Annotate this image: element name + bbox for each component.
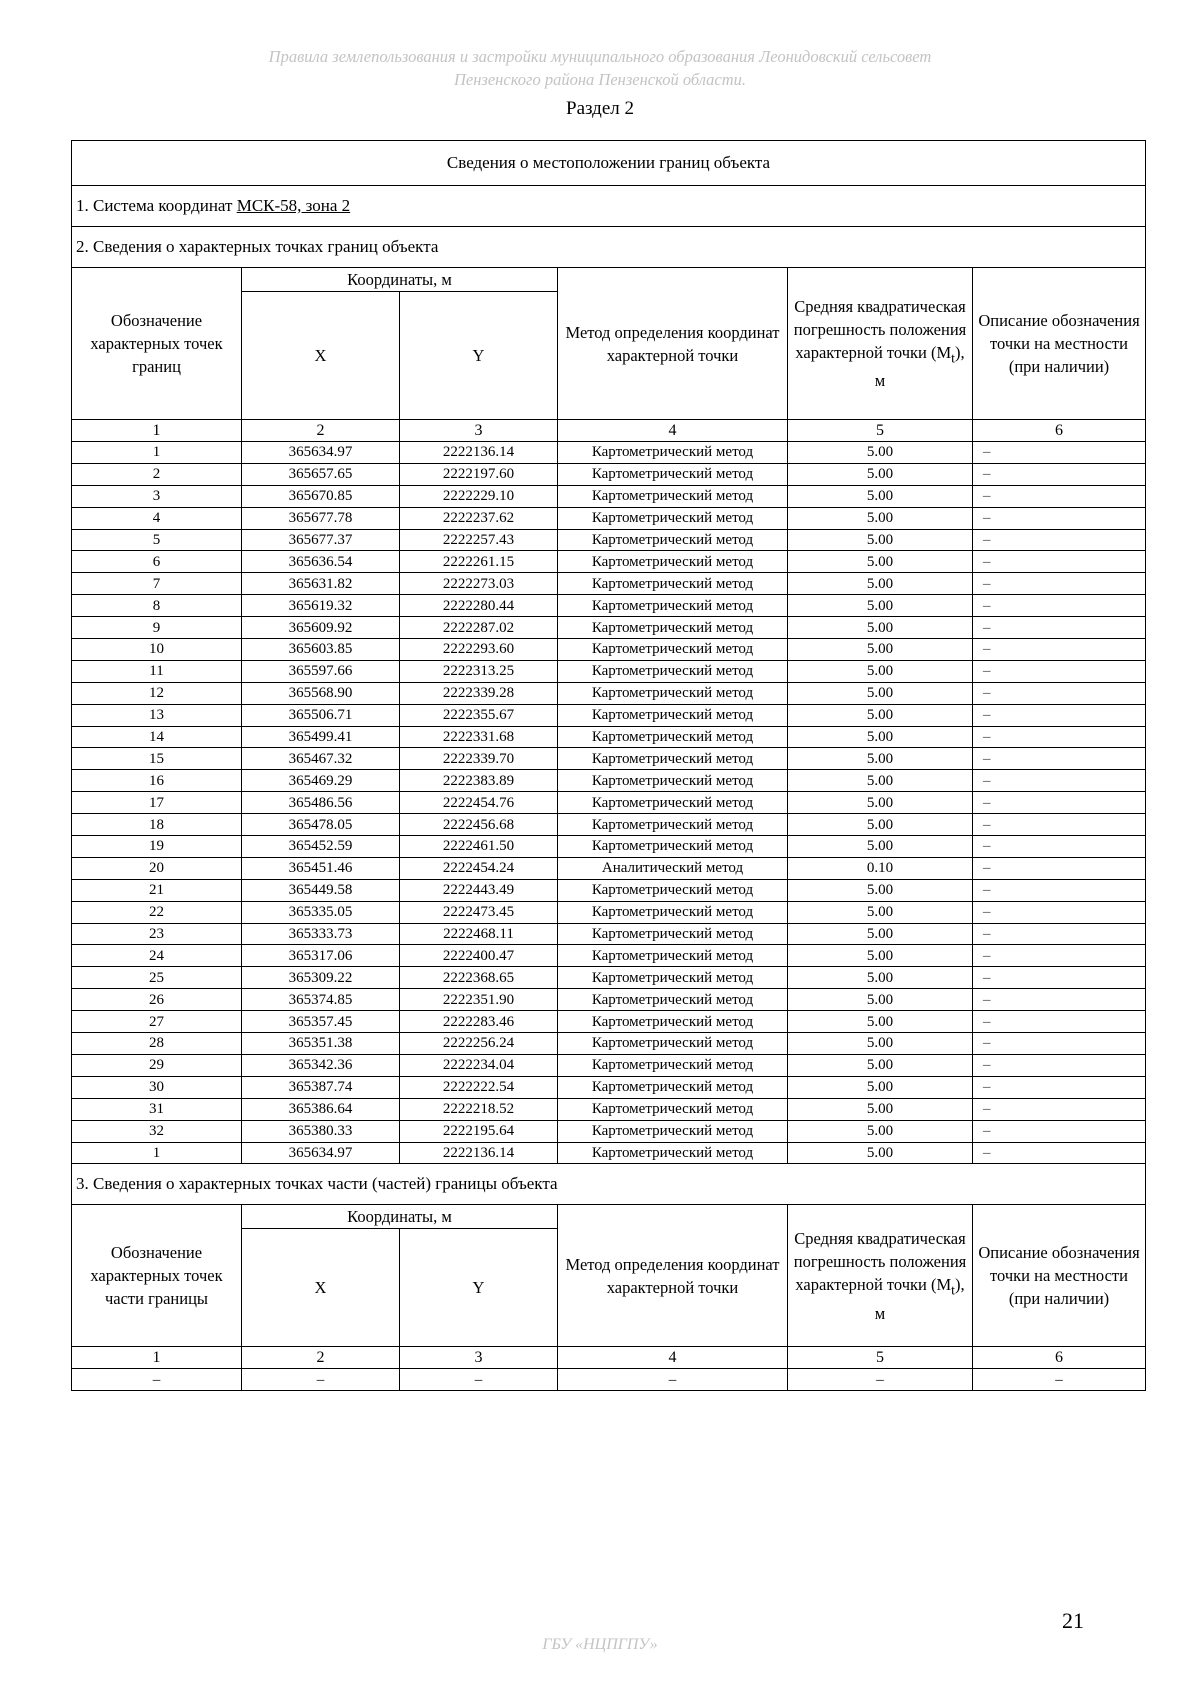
header-y: Y [400,292,558,420]
column-number-row [72,1347,1146,1369]
method-cell: Картометрический метод [558,463,788,485]
header-description: Описание обозначения точки на местности (при наличии) [973,1205,1146,1347]
coordinate-x-cell: 365634.97 [242,442,400,464]
rms-error-cell: 5.00 [788,726,973,748]
method-cell: Картометрический метод [558,442,788,464]
method-cell: Картометрический метод [558,704,788,726]
description-cell: – [973,682,1146,704]
point-number-cell: 10 [72,639,242,661]
coordinate-y-cell: 2222313.25 [400,660,558,682]
point-number-cell: 24 [72,945,242,967]
table-row [72,879,1146,901]
column-number: 6 [973,420,1146,442]
table-row [72,704,1146,726]
coordinate-y-cell: 2222257.43 [400,529,558,551]
header-point-designation-part: Обозначение характерных точек части границы [72,1205,242,1347]
point-number-cell: 17 [72,792,242,814]
coordinate-x-cell: 365333.73 [242,923,400,945]
table-row [72,573,1146,595]
point-number-cell: 29 [72,1054,242,1076]
coordinate-y-cell: 2222454.24 [400,857,558,879]
rms-error-cell: 5.00 [788,1142,973,1164]
coordinate-y-cell: 2222237.62 [400,507,558,529]
description-cell: – [973,485,1146,507]
coordinate-y-cell: 2222283.46 [400,1011,558,1033]
method-cell: Картометрический метод [558,923,788,945]
point-number-cell: 32 [72,1120,242,1142]
coordinate-y-cell: 2222261.15 [400,551,558,573]
coordinate-x-cell: 365568.90 [242,682,400,704]
point-number-cell: 18 [72,814,242,836]
table-row [72,682,1146,704]
coordinate-x-cell: 365677.78 [242,507,400,529]
point-number-cell: 26 [72,989,242,1011]
method-cell: Картометрический метод [558,879,788,901]
rms-error-cell: 5.00 [788,1120,973,1142]
coordinate-x-cell: 365335.05 [242,901,400,923]
table-row [72,507,1146,529]
method-cell: Картометрический метод [558,967,788,989]
coordinate-y-cell: 2222355.67 [400,704,558,726]
description-cell: – [973,857,1146,879]
rms-error-cell: 5.00 [788,1011,973,1033]
coordinate-x-cell: 365469.29 [242,770,400,792]
coordinate-x-cell: 365478.05 [242,814,400,836]
method-cell: Картометрический метод [558,814,788,836]
table-row [72,901,1146,923]
table-row [72,529,1146,551]
rms-error-cell: 5.00 [788,945,973,967]
method-cell: Картометрический метод [558,639,788,661]
table-row [72,1011,1146,1033]
coordinate-y-cell: 2222368.65 [400,967,558,989]
header-error-text: Средняя квадратическая погрешность положения характерной точки (M [793,1229,967,1295]
rms-error-cell: 5.00 [788,770,973,792]
point-number-cell: – [72,1369,242,1391]
table-row [72,617,1146,639]
table-row [72,463,1146,485]
table-title: Сведения о местоположении границ объекта [72,141,1146,186]
table-row [72,1369,1146,1391]
method-cell: Картометрический метод [558,945,788,967]
coordinate-x-cell: 365657.65 [242,463,400,485]
rms-error-cell: 5.00 [788,1098,973,1120]
footer-organization: ГБУ «НЦПГПУ» [542,1636,658,1653]
coordinate-x-cell: – [242,1369,400,1391]
point-number-cell: 22 [72,901,242,923]
description-cell: – [973,507,1146,529]
point-number-cell: 14 [72,726,242,748]
description-cell: – [973,748,1146,770]
header-error-text: Средняя квадратическая погрешность положения характерной точки (M [793,296,967,362]
method-cell: Картометрический метод [558,792,788,814]
rms-error-cell: 5.00 [788,989,973,1011]
header-error-sub: t [951,350,955,366]
method-cell: Картометрический метод [558,573,788,595]
rms-error-cell: 5.00 [788,442,973,464]
column-number: 5 [788,420,973,442]
coordinate-x-cell: 365351.38 [242,1033,400,1055]
description-cell: – [973,901,1146,923]
description-cell: – [973,836,1146,858]
description-cell: – [973,967,1146,989]
coordinate-y-cell: 2222195.64 [400,1120,558,1142]
method-cell: Картометрический метод [558,1011,788,1033]
coordinate-x-cell: 365342.36 [242,1054,400,1076]
table-row [72,814,1146,836]
section-3-title: 3. Сведения о характерных точках части (частей) границы объекта [72,1164,1146,1205]
table-row [72,967,1146,989]
table-row [72,551,1146,573]
table-row [72,639,1146,661]
table-row [72,1054,1146,1076]
rms-error-cell: 0.10 [788,857,973,879]
rms-error-cell: 5.00 [788,967,973,989]
table-row [72,792,1146,814]
coordinate-x-cell: 365380.33 [242,1120,400,1142]
table-row [72,748,1146,770]
method-cell: Картометрический метод [558,770,788,792]
coordinate-x-cell: 365636.54 [242,551,400,573]
point-number-cell: 30 [72,1076,242,1098]
table-row [72,1142,1146,1164]
rms-error-cell: 5.00 [788,595,973,617]
point-number-cell: 3 [72,485,242,507]
page-number: 21 [1062,1608,1084,1633]
section-title: Раздел 2 [566,98,634,119]
rms-error-cell: 5.00 [788,573,973,595]
point-number-cell: 27 [72,1011,242,1033]
description-cell: – [973,551,1146,573]
method-cell: Картометрический метод [558,551,788,573]
boundary-points-table [71,140,1146,1391]
column-number: 4 [558,1347,788,1369]
method-cell: Картометрический метод [558,660,788,682]
method-cell: Картометрический метод [558,507,788,529]
coordinate-x-cell: 365597.66 [242,660,400,682]
rms-error-cell: 5.00 [788,551,973,573]
description-cell: – [973,595,1146,617]
coordinate-x-cell: 365631.82 [242,573,400,595]
point-number-cell: 19 [72,836,242,858]
header-error [788,268,973,420]
coordinate-y-cell: 2222473.45 [400,901,558,923]
coordinate-x-cell: 365449.58 [242,879,400,901]
coordinate-y-cell: 2222454.76 [400,792,558,814]
column-number-row [72,420,1146,442]
method-cell: Картометрический метод [558,485,788,507]
table-row [72,836,1146,858]
table-row [72,857,1146,879]
coordinate-system-label: 1. Система координат [76,196,237,215]
header-x: X [242,292,400,420]
method-cell: Картометрический метод [558,989,788,1011]
description-cell: – [973,945,1146,967]
coordinate-y-cell: 2222234.04 [400,1054,558,1076]
point-number-cell: 1 [72,1142,242,1164]
coordinate-x-cell: 365506.71 [242,704,400,726]
point-number-cell: 13 [72,704,242,726]
point-number-cell: 4 [72,507,242,529]
coordinate-y-cell: 2222443.49 [400,879,558,901]
description-cell: – [973,726,1146,748]
point-number-cell: 21 [72,879,242,901]
column-number: 2 [242,420,400,442]
description-cell: – [973,639,1146,661]
coordinate-x-cell: 365677.37 [242,529,400,551]
rms-error-cell: 5.00 [788,660,973,682]
point-number-cell: 28 [72,1033,242,1055]
rms-error-cell: 5.00 [788,507,973,529]
rms-error-cell: 5.00 [788,682,973,704]
method-cell: Картометрический метод [558,1076,788,1098]
coordinate-x-cell: 365499.41 [242,726,400,748]
header-error [788,1205,973,1347]
column-number: 6 [973,1347,1146,1369]
point-number-cell: 20 [72,857,242,879]
method-cell: Картометрический метод [558,529,788,551]
table-row [72,945,1146,967]
coordinate-x-cell: 365374.85 [242,989,400,1011]
description-cell: – [973,989,1146,1011]
coordinate-x-cell: 365309.22 [242,967,400,989]
coordinate-x-cell: 365603.85 [242,639,400,661]
coordinate-y-cell: 2222339.28 [400,682,558,704]
coordinate-y-cell: 2222287.02 [400,617,558,639]
coordinate-y-cell: 2222339.70 [400,748,558,770]
coordinate-x-cell: 365451.46 [242,857,400,879]
description-cell: – [973,1369,1146,1391]
coordinate-y-cell: 2222256.24 [400,1033,558,1055]
column-number: 1 [72,420,242,442]
point-number-cell: 25 [72,967,242,989]
coordinate-x-cell: 365452.59 [242,836,400,858]
rms-error-cell: 5.00 [788,704,973,726]
description-cell: – [973,1076,1146,1098]
description-cell: – [973,1033,1146,1055]
header-y: Y [400,1229,558,1347]
coordinate-y-cell: 2222218.52 [400,1098,558,1120]
column-number: 1 [72,1347,242,1369]
point-number-cell: 31 [72,1098,242,1120]
coordinate-system-value: МСК-58, зона 2 [236,196,351,215]
running-header-line-2: Пензенского района Пензенской области. [454,70,746,89]
description-cell: – [973,442,1146,464]
point-number-cell: 5 [72,529,242,551]
description-cell: – [973,792,1146,814]
running-header-line-1: Правила землепользования и застройки муниципального образования Леонидовский сельсовет [268,47,932,66]
method-cell: Картометрический метод [558,901,788,923]
coordinate-y-cell: 2222197.60 [400,463,558,485]
coordinate-y-cell: 2222456.68 [400,814,558,836]
table-row [72,923,1146,945]
method-cell: – [558,1369,788,1391]
table-row [72,989,1146,1011]
header-coordinates: Координаты, м [242,268,558,292]
coordinate-y-cell: 2222468.11 [400,923,558,945]
table-row [72,442,1146,464]
method-cell: Картометрический метод [558,682,788,704]
rms-error-cell: 5.00 [788,836,973,858]
coordinate-x-cell: 365357.45 [242,1011,400,1033]
coordinate-y-cell: 2222461.50 [400,836,558,858]
coordinate-y-cell: 2222229.10 [400,485,558,507]
column-number: 4 [558,420,788,442]
header-method: Метод определения координат характерной точки [558,1205,788,1347]
description-cell: – [973,814,1146,836]
coordinate-y-cell: 2222136.14 [400,1142,558,1164]
header-description: Описание обозначения точки на местности (при наличии) [973,268,1146,420]
point-number-cell: 2 [72,463,242,485]
description-cell: – [973,1054,1146,1076]
point-number-cell: 1 [72,442,242,464]
coordinate-x-cell: 365609.92 [242,617,400,639]
coordinate-x-cell: 365387.74 [242,1076,400,1098]
point-number-cell: 15 [72,748,242,770]
rms-error-cell: 5.00 [788,485,973,507]
rms-error-cell: 5.00 [788,901,973,923]
point-number-cell: 6 [72,551,242,573]
coordinate-y-cell: 2222400.47 [400,945,558,967]
method-cell: Картометрический метод [558,595,788,617]
header-x: X [242,1229,400,1347]
header-error-tail: ), м [874,1275,965,1323]
rms-error-cell: 5.00 [788,923,973,945]
coordinate-x-cell: 365467.32 [242,748,400,770]
point-number-cell: 11 [72,660,242,682]
point-number-cell: 16 [72,770,242,792]
rms-error-cell: 5.00 [788,463,973,485]
table-row [72,595,1146,617]
description-cell: – [973,704,1146,726]
description-cell: – [973,1142,1146,1164]
method-cell: Картометрический метод [558,617,788,639]
point-number-cell: 23 [72,923,242,945]
coordinate-y-cell: 2222280.44 [400,595,558,617]
point-number-cell: 12 [72,682,242,704]
rms-error-cell: 5.00 [788,1054,973,1076]
table-row [72,726,1146,748]
table-row [72,660,1146,682]
coordinate-x-cell: 365670.85 [242,485,400,507]
coordinate-x-cell: 365386.64 [242,1098,400,1120]
column-number: 5 [788,1347,973,1369]
rms-error-cell: 5.00 [788,617,973,639]
header-coordinates: Координаты, м [242,1205,558,1229]
method-cell: Картометрический метод [558,1098,788,1120]
header-error-tail: ), м [874,342,965,391]
coordinate-y-cell: 2222222.54 [400,1076,558,1098]
point-number-cell: 8 [72,595,242,617]
description-cell: – [973,573,1146,595]
rms-error-cell: 5.00 [788,639,973,661]
coordinate-y-cell: 2222331.68 [400,726,558,748]
method-cell: Картометрический метод [558,748,788,770]
rms-error-cell: 5.00 [788,748,973,770]
method-cell: Картометрический метод [558,1120,788,1142]
column-number: 3 [400,1347,558,1369]
table-row [72,485,1146,507]
coordinate-y-cell: 2222136.14 [400,442,558,464]
description-cell: – [973,1120,1146,1142]
method-cell: Картометрический метод [558,1054,788,1076]
rms-error-cell: 5.00 [788,1076,973,1098]
coordinate-y-cell: 2222273.03 [400,573,558,595]
column-number: 3 [400,420,558,442]
description-cell: – [973,1011,1146,1033]
header-point-designation: Обозначение характерных точек границ [72,268,242,420]
coordinate-system-row [72,186,1146,227]
method-cell: Картометрический метод [558,836,788,858]
table-row [72,1033,1146,1055]
description-cell: – [973,660,1146,682]
method-cell: Картометрический метод [558,726,788,748]
table-row [72,1076,1146,1098]
table-row [72,1120,1146,1142]
rms-error-cell: – [788,1369,973,1391]
rms-error-cell: 5.00 [788,814,973,836]
point-number-cell: 9 [72,617,242,639]
table-row [72,1098,1146,1120]
coordinate-y-cell: – [400,1369,558,1391]
coordinate-y-cell: 2222383.89 [400,770,558,792]
description-cell: – [973,770,1146,792]
coordinate-x-cell: 365317.06 [242,945,400,967]
description-cell: – [973,617,1146,639]
coordinate-x-cell: 365486.56 [242,792,400,814]
description-cell: – [973,923,1146,945]
header-error-sub: t [951,1282,955,1298]
method-cell: Аналитический метод [558,857,788,879]
column-number: 2 [242,1347,400,1369]
method-cell: Картометрический метод [558,1033,788,1055]
rms-error-cell: 5.00 [788,1033,973,1055]
coordinate-y-cell: 2222351.90 [400,989,558,1011]
coordinate-x-cell: 365619.32 [242,595,400,617]
section-2-title: 2. Сведения о характерных точках границ объекта [72,227,1146,268]
method-cell: Картометрический метод [558,1142,788,1164]
table-row [72,770,1146,792]
description-cell: – [973,463,1146,485]
coordinate-x-cell: 365634.97 [242,1142,400,1164]
description-cell: – [973,879,1146,901]
rms-error-cell: 5.00 [788,879,973,901]
description-cell: – [973,1098,1146,1120]
coordinate-y-cell: 2222293.60 [400,639,558,661]
point-number-cell: 7 [72,573,242,595]
header-method: Метод определения координат характерной точки [558,268,788,420]
rms-error-cell: 5.00 [788,529,973,551]
rms-error-cell: 5.00 [788,792,973,814]
description-cell: – [973,529,1146,551]
